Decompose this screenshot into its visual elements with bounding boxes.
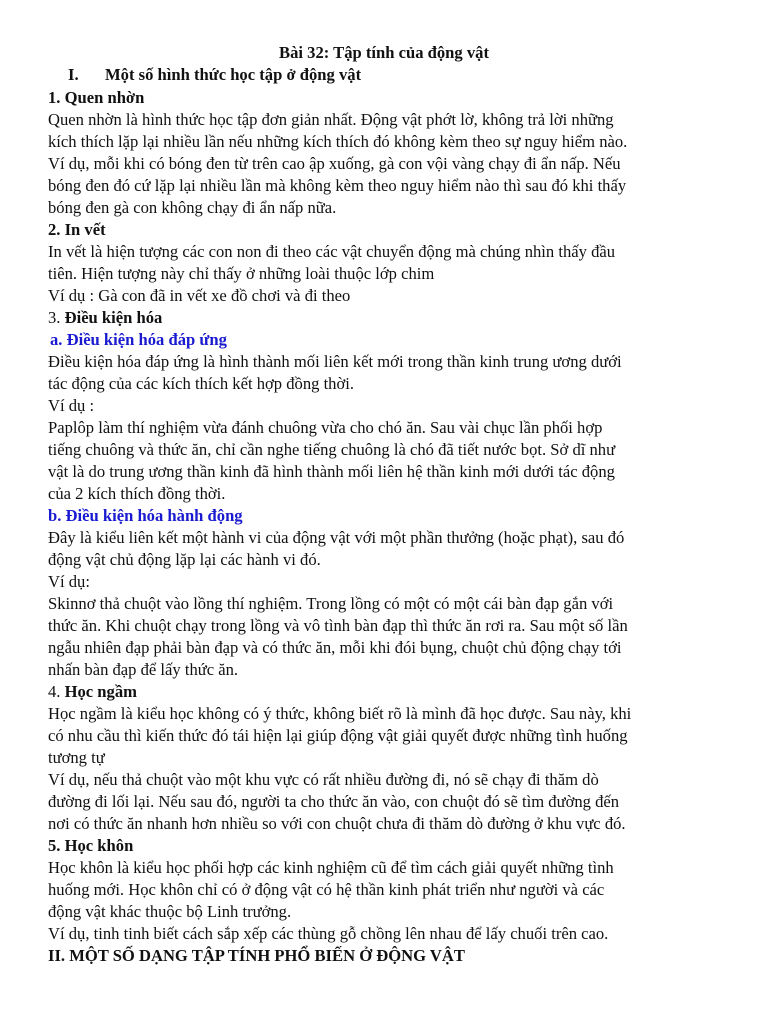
dap-ung-line: tác động của các kích thích kết hợp đồng thời. [48,374,355,393]
in-vet-line: In vết là hiện tượng các con non đi theo các vật chuyển động mà chúng nhìn thấy đầu [48,242,616,261]
hanh-dong-line: Đây là kiểu liên kết một hành vi của động vật với một phần thưởng (hoặc phạt), sau đó [48,528,625,547]
section-1-title: Một số hình thức học tập ở động vật [105,65,362,84]
hoc-ngam-line: có nhu cầu thì kiến thức đó tái hiện lại giúp động vật giải quyết được những tình huống [48,726,628,745]
dap-ung-line: vật là do trung ương thần kinh đã hình thành mối liên hệ thần kinh mới dưới tác động [48,462,615,481]
quen-nhon-line: bóng đen gà con không chạy đi ẩn nấp nữa. [48,198,337,217]
dap-ung-line: Điều kiện hóa đáp ứng là hình thành mối liên kết mới trong thần kinh trung ương dưới [48,352,622,371]
dieu-kien-hoa-number: 3. [48,308,65,327]
in-vet-line: tiên. Hiện tượng này chỉ thấy ở những loài thuộc lớp chim [48,264,435,283]
hoc-khon-line: động vật khác thuộc bộ Linh trưởng. [48,902,292,921]
hanh-dong-heading: b. Điều kiện hóa hành động [48,506,243,525]
section-1-roman: I. [68,65,79,84]
in-vet-line: Ví dụ : Gà con đã in vết xe đồ chơi và đi theo [48,286,351,305]
hoc-ngam-heading [48,681,137,703]
quen-nhon-line: bóng đen đó cứ lặp lại nhiều lần mà không kèm theo nguy hiểm nào thì sau đó khi thấy [48,176,627,195]
dap-ung-line: Ví dụ : [48,396,95,415]
hoc-ngam-title: Học ngầm [64,682,137,701]
dieu-kien-hoa-heading [48,307,162,329]
hanh-dong-line: thức ăn. Khi chuột chạy trong lồng và vô tình bàn đạp thì thức ăn rơi ra. Sau một số lần [48,616,628,635]
dap-ung-line: của 2 kích thích đồng thời. [48,484,226,503]
dap-ung-line: Paplôp làm thí nghiệm vừa đánh chuông vừa cho chó ăn. Sau vài chục lần phối hợp [48,418,603,437]
dieu-kien-hoa-title: Điều kiện hóa [64,308,163,327]
hoc-khon-heading: 5. Học khôn [48,836,134,855]
dap-ung-heading: a. Điều kiện hóa đáp ứng [50,330,227,349]
quen-nhon-line: Ví dụ, mỗi khi có bóng đen từ trên cao ập xuống, gà con vội vàng chạy đi ẩn nấp. Nếu [48,154,621,173]
hoc-ngam-line: Ví dụ, nếu thả chuột vào một khu vực có rất nhiều đường đi, nó sẽ chạy đi thăm dò [48,770,599,789]
hoc-ngam-line: nơi có thức ăn nhanh hơn nhiều so với con chuột chưa đi thăm dò đường ở khu vực đó. [48,814,626,833]
hoc-khon-line: Học khôn là kiểu học phối hợp các kinh nghiệm cũ để tìm cách giải quyết những tình [48,858,614,877]
hoc-ngam-line: đường đi lối lại. Nếu sau đó, người ta cho thức ăn vào, con chuột đó sẽ tìm đường đến [48,792,620,811]
quen-nhon-line: kích thích lặp lại nhiều lần nếu những kích thích đó không kèm theo sự nguy hiểm nào. [48,132,628,151]
dap-ung-line: tiếng chuông và thức ăn, chỉ cần nghe tiếng chuông là chó đã tiết nước bọt. Sở dĩ như [48,440,616,459]
quen-nhon-line: Quen nhờn là hình thức học tập đơn giản nhất. Động vật phớt lờ, không trả lời những [48,110,614,129]
hanh-dong-line: Skinnơ thả chuột vào lồng thí nghiệm. Trong lồng có một có một cái bàn đạp gắn với [48,594,614,613]
hoc-khon-line: Ví dụ, tinh tinh biết cách sắp xếp các thùng gỗ chồng lên nhau để lấy chuối trên cao. [48,924,609,943]
section-2-heading: II. MỘT SỐ DẠNG TẬP TÍNH PHỔ BIẾN Ở ĐỘNG VẬT [48,946,465,965]
page-title: Bài 32: Tập tính của động vật [279,43,489,62]
hanh-dong-line: động vật chủ động lặp lại các hành vi đó. [48,550,321,569]
hoc-ngam-line: tương tự [48,748,105,767]
hoc-ngam-line: Học ngầm là kiểu học không có ý thức, không biết rõ là mình đã học được. Sau này, khi [48,704,632,723]
hanh-dong-line: ngẫu nhiên đạp phải bàn đạp và có thức ăn, mỗi khi đói bụng, chuột chủ động chạy tới [48,638,622,657]
hoc-khon-line: huống mới. Học khôn chỉ có ở động vật có hệ thần kinh phát triển như người và các [48,880,605,899]
hanh-dong-line: nhấn bàn đạp để lấy thức ăn. [48,660,239,679]
in-vet-heading: 2. In vết [48,220,106,239]
hanh-dong-line: Ví dụ: [48,572,90,591]
hoc-ngam-number: 4. [48,682,65,701]
quen-nhon-heading: 1. Quen nhờn [48,88,145,107]
